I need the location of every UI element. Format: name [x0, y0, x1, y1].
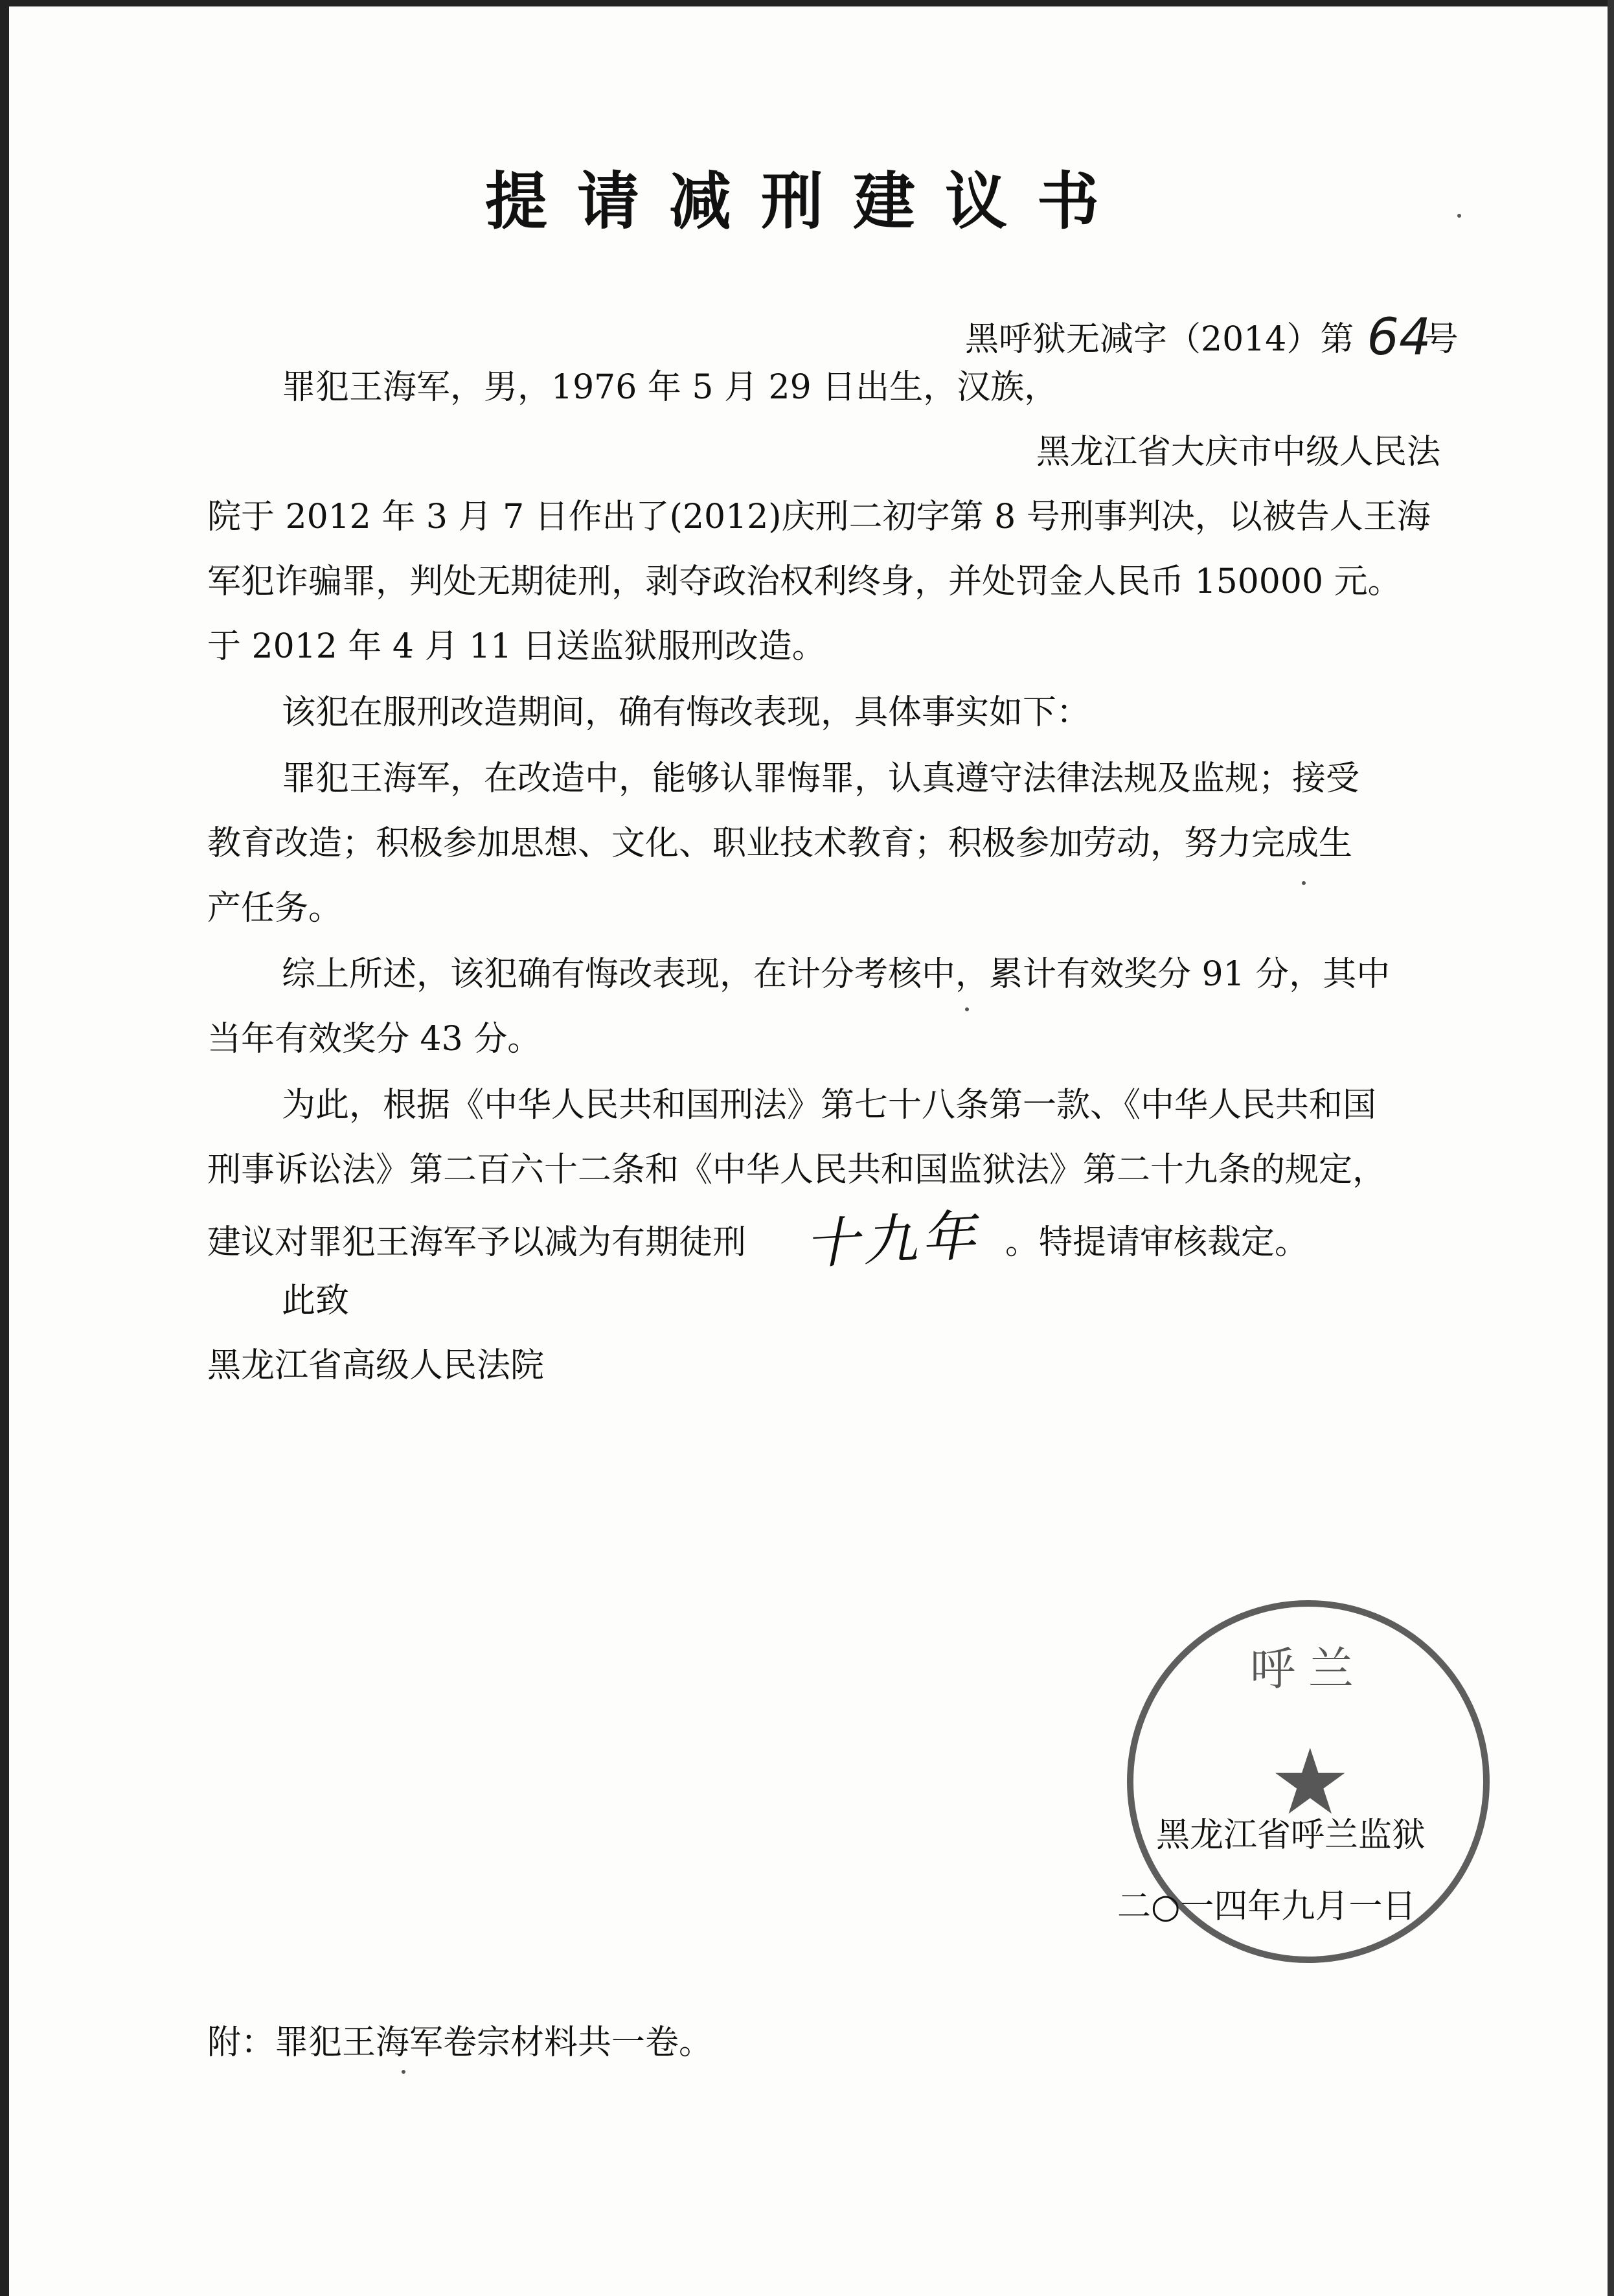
paragraph-5-line-3-prefix: 建议对罪犯王海军予以减为有期徒刑 — [207, 1223, 747, 1262]
paragraph-4-line-2: 当年有效奖分 43 分。 — [207, 1020, 541, 1059]
doc-number-prefix: 黑呼狱无减字（2014）第 — [965, 320, 1354, 359]
paragraph-1-line-1: 罪犯王海军，男，1976 年 5 月 29 日出生，汉族， — [282, 368, 1058, 407]
paragraph-1-line-5: 于 2012 年 4 月 11 日送监狱服刑改造。 — [207, 627, 826, 666]
recipient-court: 黑龙江省高级人民法院 — [207, 1346, 545, 1385]
paragraph-4-line-1: 综上所述，该犯确有悔改表现，在计分考核中，累计有效奖分 91 分，其中 — [282, 955, 1391, 994]
scan-speck — [1457, 214, 1461, 218]
signer-institution: 黑龙江省呼兰监狱 — [1156, 1816, 1426, 1855]
paragraph-5-line-3 — [207, 1202, 1308, 1275]
seal-ring-text: 呼兰 — [1250, 1642, 1367, 1695]
doc-number-handwritten: 64 — [1367, 308, 1431, 367]
paragraph-3-line-3: 产任务。 — [207, 889, 343, 928]
paragraph-3-line-1: 罪犯王海军，在改造中，能够认罪悔罪，认真遵守法律法规及监规；接受 — [282, 759, 1360, 798]
salutation: 此致 — [282, 1281, 350, 1320]
doc-number-suffix: 号 — [1424, 320, 1459, 359]
attachment-note: 附：罪犯王海军卷宗材料共一卷。 — [207, 2023, 713, 2062]
paragraph-5-line-2: 刑事诉讼法》第二百六十二条和《中华人民共和国监狱法》第二十九条的规定， — [207, 1151, 1387, 1189]
signing-date: 二○一四年九月一日 — [1117, 1887, 1416, 1926]
scan-speck — [1302, 881, 1306, 885]
document-title: 提请减刑建议书 — [485, 165, 1129, 238]
scan-speck — [965, 1007, 969, 1011]
paragraph-1-line-4: 军犯诈骗罪，判处无期徒刑，剥夺政治权利终身，并处罚金人民币 150000 元。 — [207, 562, 1402, 601]
paragraph-5-line-3-suffix: 。特提请审核裁定。 — [1005, 1223, 1309, 1262]
paragraph-2-line-1: 该犯在服刑改造期间，确有悔改表现，具体事实如下： — [282, 693, 1091, 732]
scan-edge-top — [0, 0, 1614, 6]
paragraph-1-line-3: 院于 2012 年 3 月 7 日作出了(2012)庆刑二初字第 8 号刑事判决，以被告人王海 — [207, 498, 1431, 536]
paragraph-5-line-1: 为此，根据《中华人民共和国刑法》第七十八条第一款、《中华人民共和国 — [282, 1086, 1377, 1125]
scan-speck — [402, 2070, 405, 2074]
scan-edge-left — [0, 0, 9, 2296]
paragraph-1-line-2: 黑龙江省大庆市中级人民法 — [1036, 433, 1441, 472]
handwritten-sentence-term: 十九年 — [802, 1204, 981, 1276]
paragraph-3-line-2: 教育改造；积极参加思想、文化、职业技术教育；积极参加劳动，努力完成生 — [207, 824, 1353, 863]
seal-star-icon: ★ — [1269, 1730, 1351, 1835]
document-number — [965, 304, 1459, 367]
scan-edge-right — [1608, 0, 1614, 2296]
